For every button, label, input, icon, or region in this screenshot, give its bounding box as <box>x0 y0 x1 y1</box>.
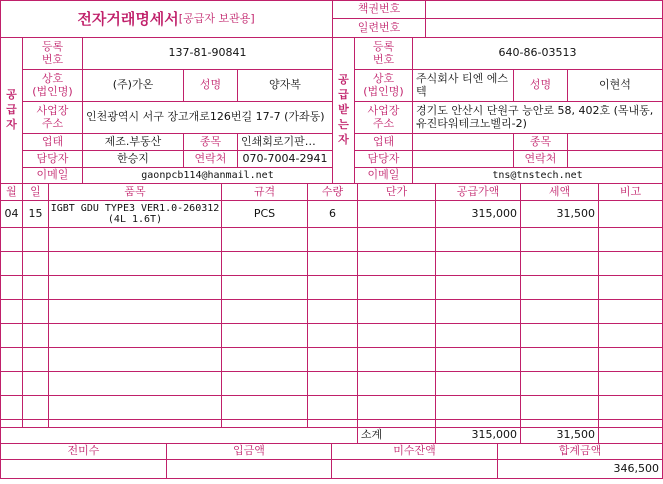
supplier-name-label: 성명 <box>199 78 222 92</box>
receiver-reg-no: 640-86-03513 <box>498 46 577 60</box>
cell-day <box>23 228 48 251</box>
col-header-item: 품목 <box>124 184 146 198</box>
cell-qty <box>308 324 357 347</box>
receiver-name-label: 성명 <box>529 78 552 92</box>
title-text: 전자거래명세서 <box>77 9 179 28</box>
supplier-biz-type-label: 업태 <box>41 134 64 148</box>
deposit-label: 입금액 <box>233 444 265 458</box>
side-char: 급 <box>338 88 349 102</box>
cell-supply <box>436 372 520 395</box>
unpaid-balance-value <box>332 460 497 478</box>
cell-tax <box>521 324 598 347</box>
side-char: 공 <box>6 88 17 102</box>
cell-day <box>23 372 48 395</box>
supplier-biz-type: 제조.부동산 <box>104 134 162 148</box>
cell-unit-price <box>358 324 435 347</box>
cell-spec: PCS <box>253 206 276 220</box>
label-line: 등록 <box>372 40 395 54</box>
cell-supply <box>436 324 520 347</box>
receiver-biz-item-label: 종목 <box>529 134 552 148</box>
label-line: 상호 <box>372 72 395 86</box>
total-amount-value: 346,500 <box>613 461 659 475</box>
side-char: 자 <box>6 117 17 131</box>
cell-spec <box>222 276 307 299</box>
receiver-address: 경기도 안산시 단원구 능안로 58, 402호 (목내동, 유진타워테크노벨리-2) <box>416 104 654 130</box>
receiver-biz-type-label: 업태 <box>372 134 395 148</box>
col-header-month: 월 <box>6 184 17 198</box>
cell-qty <box>308 420 357 427</box>
cell-spec <box>222 324 307 347</box>
cell-unit-price <box>358 396 435 419</box>
supplier-manager-label: 담당자 <box>36 151 69 165</box>
cell-supply <box>436 396 520 419</box>
cell-supply <box>436 252 520 275</box>
label-line: 등록 <box>41 40 64 54</box>
cell-note <box>599 420 662 427</box>
cell-month <box>1 228 22 251</box>
cell-note <box>599 396 662 419</box>
cell-month <box>1 348 22 371</box>
prev-balance-label: 전미수 <box>67 444 100 458</box>
copy-type-label: [공급자 보관용] <box>178 12 255 25</box>
cell-note <box>599 372 662 395</box>
deposit-value <box>167 460 331 478</box>
cell-unit-price <box>358 228 435 251</box>
unpaid-balance-label: 미수잔액 <box>393 444 436 458</box>
cell-unit-price <box>358 372 435 395</box>
cell-note <box>599 276 662 299</box>
cell-note <box>599 201 662 227</box>
label-line: 번호 <box>41 52 64 66</box>
receiver-address-label <box>355 102 412 133</box>
side-char: 자 <box>338 132 349 146</box>
cell-unit-price <box>358 300 435 323</box>
cell-day: 15 <box>28 206 43 220</box>
receiver-side-label <box>333 38 354 183</box>
subtotal-label: 소계 <box>360 428 383 442</box>
receiver-phone <box>568 151 662 167</box>
cell-month: 04 <box>4 206 19 220</box>
cell-qty <box>308 396 357 419</box>
cell-tax: 31,500 <box>556 206 595 220</box>
subtotal-supply: 315,000 <box>471 428 517 442</box>
cell-item: IGBT GDU TYPE3 VER1.0-260312 (4L 1.6T) <box>50 203 220 225</box>
prev-balance-value <box>1 460 166 478</box>
cell-qty <box>308 228 357 251</box>
cell-item <box>49 252 221 275</box>
cell-item <box>49 348 221 371</box>
serial-no-label: 일련번호 <box>357 20 401 34</box>
supplier-reg-no-label <box>23 38 82 69</box>
col-header-unit-price: 단가 <box>385 184 408 198</box>
label-line: 사업장 <box>367 104 400 118</box>
receiver-manager <box>413 151 513 167</box>
cell-day <box>23 348 48 371</box>
cell-supply: 315,000 <box>471 206 517 220</box>
supplier-manager: 한승지 <box>117 151 149 165</box>
receiver-manager-label: 담당자 <box>367 151 400 165</box>
cell-qty: 6 <box>329 206 336 220</box>
side-char: 공 <box>338 73 349 87</box>
cell-month <box>1 276 22 299</box>
cell-supply <box>436 276 520 299</box>
cell-supply <box>436 420 520 427</box>
cell-item <box>49 228 221 251</box>
supplier-reg-no: 137-81-90841 <box>168 46 247 60</box>
label-line: (법인명) <box>363 84 404 98</box>
cell-month <box>1 252 22 275</box>
supplier-biz-item: 인쇄회로기판… <box>241 134 316 148</box>
supplier-company: (주)가온 <box>112 78 154 92</box>
cell-supply <box>436 348 520 371</box>
cell-unit-price <box>358 420 435 427</box>
cell-tax <box>521 300 598 323</box>
supplier-biz-item-label: 종목 <box>199 134 222 148</box>
cell-item <box>49 372 221 395</box>
cell-tax <box>521 420 598 427</box>
cell-month <box>1 420 22 427</box>
cell-day <box>23 276 48 299</box>
supplier-address-label <box>23 102 82 133</box>
cell-spec <box>222 372 307 395</box>
receiver-biz-type <box>413 134 513 150</box>
label-line: 상호 <box>41 72 64 86</box>
cell-unit-price <box>358 276 435 299</box>
cell-tax <box>521 228 598 251</box>
book-no-label: 책권번호 <box>357 2 401 16</box>
col-header-supply: 공급가액 <box>456 184 500 198</box>
cell-qty <box>308 276 357 299</box>
col-header-note: 비고 <box>619 184 642 198</box>
receiver-email-label: 이메일 <box>367 168 400 182</box>
cell-note <box>599 252 662 275</box>
supplier-email: gaonpcb114@hanmail.net <box>141 170 274 181</box>
cell-qty <box>308 372 357 395</box>
label-line: 번호 <box>372 52 395 66</box>
cell-unit-price <box>358 348 435 371</box>
supplier-phone: 070-7004-2941 <box>242 151 328 165</box>
cell-spec <box>222 396 307 419</box>
cell-month <box>1 324 22 347</box>
cell-item <box>49 300 221 323</box>
label-line: 주소 <box>372 116 395 130</box>
cell-item <box>49 276 221 299</box>
supplier-side-label <box>1 38 22 183</box>
cell-supply <box>436 228 520 251</box>
receiver-name: 이현석 <box>599 78 631 92</box>
subtotal-tax: 31,500 <box>556 428 595 442</box>
cell-supply <box>436 300 520 323</box>
cell-qty <box>308 252 357 275</box>
cell-day <box>23 396 48 419</box>
receiver-phone-label: 연락처 <box>524 151 557 165</box>
cell-qty <box>308 300 357 323</box>
cell-day <box>23 324 48 347</box>
col-header-day: 일 <box>30 184 41 198</box>
side-char: 는 <box>338 117 349 131</box>
cell-tax <box>521 396 598 419</box>
side-char: 받 <box>338 103 349 117</box>
cell-unit-price <box>358 252 435 275</box>
cell-item <box>49 396 221 419</box>
cell-unit-price <box>358 201 435 227</box>
cell-tax <box>521 252 598 275</box>
cell-item <box>49 420 221 427</box>
col-header-spec: 규격 <box>253 184 276 198</box>
cell-tax <box>521 348 598 371</box>
cell-day <box>23 420 48 427</box>
cell-qty <box>308 348 357 371</box>
supplier-address: 인천광역시 서구 장고개로126번길 17-7 (가좌동) <box>86 110 325 124</box>
total-amount-label: 합계금액 <box>558 444 602 458</box>
receiver-company: 주식회사 티엔 에스텍 <box>416 72 509 98</box>
cell-note <box>599 228 662 251</box>
col-header-tax: 세액 <box>548 184 571 198</box>
receiver-reg-no-label <box>355 38 412 69</box>
cell-day <box>23 252 48 275</box>
cell-note <box>599 324 662 347</box>
cell-note <box>599 348 662 371</box>
receiver-company-label <box>355 70 412 101</box>
label-line: 사업장 <box>36 104 69 118</box>
cell-month <box>1 372 22 395</box>
cell-spec <box>222 348 307 371</box>
receiver-email: tns@tnstech.net <box>492 170 583 181</box>
cell-tax <box>521 276 598 299</box>
cell-tax <box>521 372 598 395</box>
cell-month <box>1 300 22 323</box>
cell-item <box>49 324 221 347</box>
cell-spec <box>222 228 307 251</box>
supplier-company-label <box>23 70 82 101</box>
col-header-qty: 수량 <box>321 184 344 198</box>
document-title <box>0 0 332 36</box>
cell-spec <box>222 300 307 323</box>
cell-month <box>1 396 22 419</box>
supplier-phone-label: 연락처 <box>194 151 227 165</box>
supplier-email-label: 이메일 <box>36 168 69 182</box>
supplier-name: 양자복 <box>269 78 301 92</box>
cell-spec <box>222 252 307 275</box>
side-char: 급 <box>6 103 17 117</box>
label-line: 주소 <box>41 116 64 130</box>
cell-day <box>23 300 48 323</box>
cell-note <box>599 300 662 323</box>
cell-spec <box>222 420 307 427</box>
label-line: (법인명) <box>32 84 73 98</box>
receiver-biz-item <box>568 134 662 150</box>
